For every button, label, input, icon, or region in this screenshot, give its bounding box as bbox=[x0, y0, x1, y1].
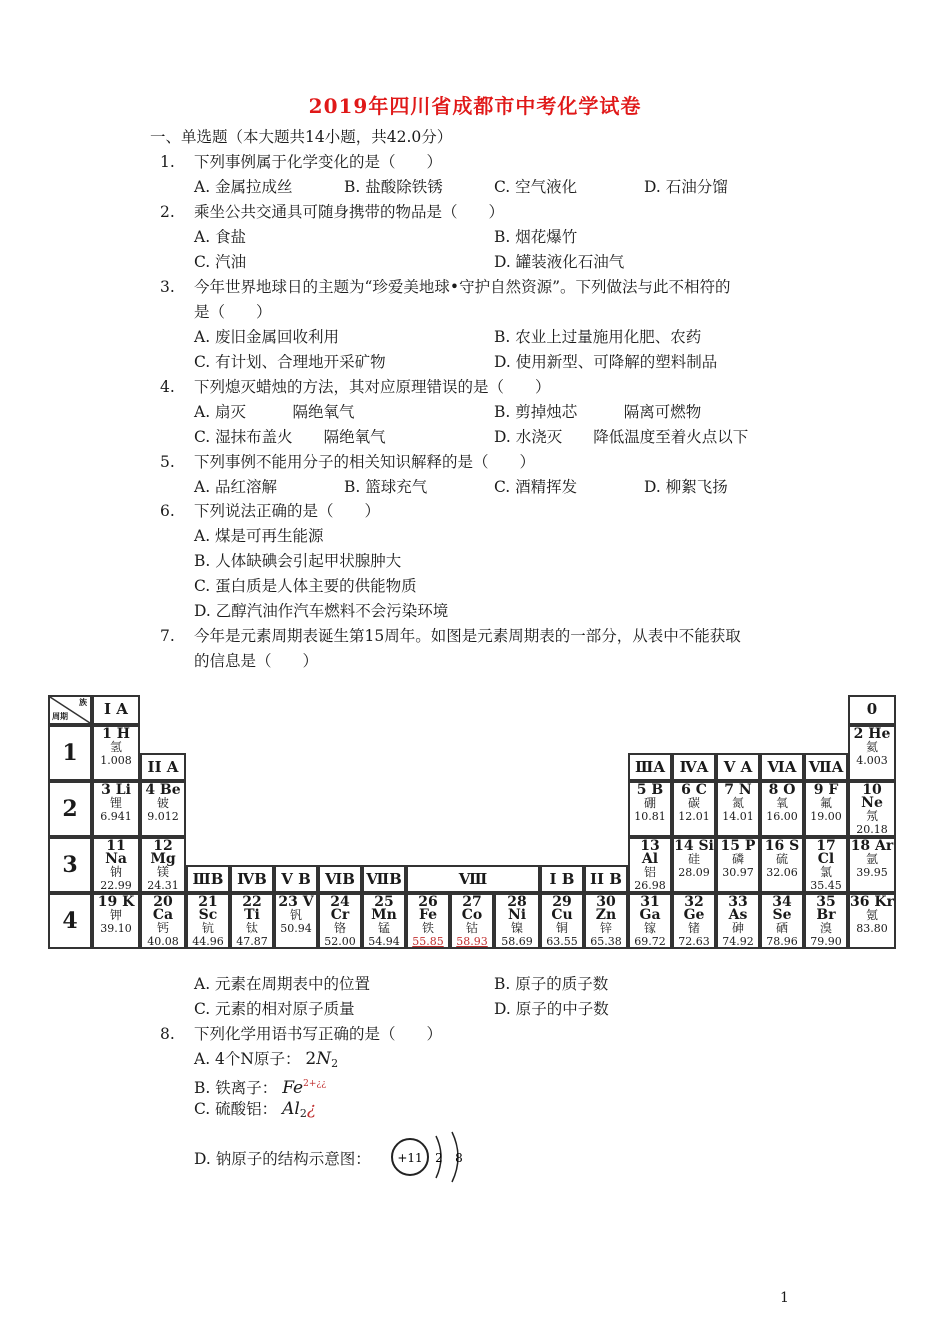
option-b: B. 剪掉烛芯 隔离可燃物 bbox=[494, 403, 702, 421]
element-mg bbox=[140, 837, 186, 893]
option-b: B. 盐酸除铁锈 bbox=[344, 178, 443, 196]
broken-glyph: ¿ bbox=[306, 1099, 316, 1119]
element-chinese-name: 氢 bbox=[109, 740, 122, 754]
element-atomic-mass: 72.63 bbox=[678, 935, 710, 948]
element-symbol: 8 O bbox=[768, 782, 796, 798]
element-chinese-name: 氧 bbox=[775, 796, 788, 810]
element-ne bbox=[848, 781, 896, 837]
option-d: D. 柳絮飞扬 bbox=[644, 478, 728, 496]
element-chinese-name: 锂 bbox=[109, 796, 122, 810]
element-atomic-mass: 74.92 bbox=[722, 935, 754, 948]
element-symbol: 24 Cr bbox=[330, 894, 350, 923]
option-c: C. 空气液化 bbox=[494, 178, 578, 196]
element-ge bbox=[672, 893, 716, 949]
element-c bbox=[672, 781, 716, 837]
option-c-label: C. 硫酸铝： bbox=[194, 1100, 278, 1118]
symbol: Al bbox=[282, 1099, 300, 1119]
option-a-label: A. 4个N原子： bbox=[194, 1050, 301, 1068]
element-mn bbox=[362, 893, 406, 949]
option-b-label: B. 铁离子： bbox=[194, 1079, 278, 1097]
element-symbol: 23 V bbox=[278, 894, 314, 910]
option-d: D. 水浇灭 降低温度至着火点以下 bbox=[494, 428, 749, 446]
question-stem-cont: 是（ ） bbox=[194, 303, 272, 321]
element-ni bbox=[494, 893, 540, 949]
question-stem: 乘坐公共交通具可随身携带的物品是（ ） bbox=[194, 203, 505, 221]
question-stem: 下列化学用语书写正确的是（ ） bbox=[194, 1025, 443, 1043]
element-fe bbox=[406, 893, 450, 949]
group-viib: ⅦB bbox=[362, 865, 406, 893]
question-number: 6. bbox=[160, 502, 175, 520]
group-iia: II A bbox=[140, 753, 186, 781]
formula-2n2 bbox=[305, 1049, 338, 1069]
element-s bbox=[760, 837, 804, 893]
page-title: 2019年四川省成都市中考化学试卷 bbox=[308, 94, 642, 118]
element-chinese-name: 铬 bbox=[333, 921, 346, 935]
option-a: A. 煤是可再生能源 bbox=[194, 527, 324, 545]
element-atomic-mass: 39.10 bbox=[100, 922, 132, 935]
element-atomic-mass: 19.00 bbox=[810, 810, 842, 823]
formula-aluminum-sulfate bbox=[282, 1099, 316, 1119]
group-ia: I A bbox=[92, 695, 140, 725]
element-chinese-name: 氖 bbox=[865, 809, 878, 823]
option-a: A. 食盐 bbox=[194, 228, 247, 246]
group-va: V A bbox=[716, 753, 760, 781]
period-4: 4 bbox=[48, 893, 92, 949]
period-2: 2 bbox=[48, 781, 92, 837]
question-stem: 今年世界地球日的主题为“珍爱美地球•守护自然资源”。下列做法与此不相符的 bbox=[194, 278, 731, 296]
question-stem: 下列事例不能用分子的相关知识解释的是（ ） bbox=[194, 453, 536, 471]
question-stem-cont: 的信息是（ ） bbox=[194, 652, 319, 670]
option-d: D. 罐装液化石油气 bbox=[494, 253, 625, 271]
element-symbol: 21 Sc bbox=[198, 894, 218, 923]
option-a: A. 品红溶解 bbox=[194, 478, 278, 496]
element-atomic-mass: 10.81 bbox=[634, 810, 666, 823]
element-symbol: 10 Ne bbox=[861, 782, 883, 811]
element-n bbox=[716, 781, 760, 837]
element-atomic-mass: 35.45 bbox=[810, 879, 842, 892]
question-stem: 今年是元素周期表诞生第15周年。如图是元素周期表的一部分，从表中不能获取 bbox=[194, 627, 741, 645]
element-atomic-mass: 40.08 bbox=[147, 935, 179, 948]
element-chinese-name: 氪 bbox=[865, 908, 878, 922]
element-atomic-mass: 55.85 bbox=[412, 935, 444, 948]
group-0: 0 bbox=[848, 695, 896, 725]
element-li bbox=[92, 781, 140, 837]
element-sc bbox=[186, 893, 230, 949]
question-stem: 下列说法正确的是（ ） bbox=[194, 502, 381, 520]
option-b: B. 原子的质子数 bbox=[494, 975, 609, 993]
element-symbol: 2 He bbox=[853, 726, 891, 742]
element-chinese-name: 铝 bbox=[643, 865, 656, 879]
element-symbol: 27 Co bbox=[461, 894, 483, 923]
question-number: 1. bbox=[160, 153, 175, 171]
subscript: 2 bbox=[331, 1057, 339, 1070]
option-b: B. 烟花爆竹 bbox=[494, 228, 578, 246]
element-symbol: 6 C bbox=[681, 782, 707, 798]
corner-cell bbox=[48, 695, 92, 725]
element-chinese-name: 钠 bbox=[109, 865, 122, 879]
element-chinese-name: 钛 bbox=[245, 921, 258, 935]
element-chinese-name: 镍 bbox=[510, 921, 523, 935]
option-d: D. 石油分馏 bbox=[644, 178, 728, 196]
element-symbol: 31 Ga bbox=[639, 894, 661, 923]
element-b bbox=[628, 781, 672, 837]
element-atomic-mass: 69.72 bbox=[634, 935, 666, 948]
element-atomic-mass: 83.80 bbox=[856, 922, 888, 935]
period-3: 3 bbox=[48, 837, 92, 893]
element-atomic-mass: 16.00 bbox=[766, 810, 798, 823]
element-symbol: 32 Ge bbox=[683, 894, 705, 923]
group-vb: V B bbox=[274, 865, 318, 893]
element-symbol: 28 Ni bbox=[507, 894, 527, 923]
element-symbol: 30 Zn bbox=[595, 894, 617, 923]
element-h bbox=[92, 725, 140, 781]
option-c bbox=[194, 1098, 316, 1125]
element-chinese-name: 氯 bbox=[819, 865, 832, 879]
element-symbol: 14 Si bbox=[674, 838, 714, 854]
option-b: B. 农业上过量施用化肥、农药 bbox=[494, 328, 702, 346]
question-number: 3. bbox=[160, 278, 175, 296]
element-chinese-name: 镓 bbox=[643, 921, 656, 935]
question-number: 8. bbox=[160, 1025, 175, 1043]
element-atomic-mass: 63.55 bbox=[546, 935, 578, 948]
element-cu bbox=[540, 893, 584, 949]
element-atomic-mass: 20.18 bbox=[856, 823, 888, 836]
element-symbol: 11 Na bbox=[105, 838, 127, 867]
element-chinese-name: 钴 bbox=[465, 921, 478, 935]
element-co bbox=[450, 893, 494, 949]
group-iva: ⅣA bbox=[672, 753, 716, 781]
group-via: ⅥA bbox=[760, 753, 804, 781]
element-chinese-name: 钾 bbox=[109, 908, 122, 922]
element-atomic-mass: 65.38 bbox=[590, 935, 622, 948]
element-symbol: 35 Br bbox=[816, 894, 836, 923]
element-atomic-mass: 26.98 bbox=[634, 879, 666, 892]
element-chinese-name: 硫 bbox=[775, 852, 788, 866]
element-ar bbox=[848, 837, 896, 893]
group-iib: II B bbox=[584, 865, 628, 893]
element-chinese-name: 氦 bbox=[865, 740, 878, 754]
element-atomic-mass: 50.94 bbox=[280, 922, 312, 935]
element-zn bbox=[584, 893, 628, 949]
option-b bbox=[194, 1073, 326, 1099]
option-c: C. 湿抹布盖火 隔绝氧气 bbox=[194, 428, 386, 446]
element-symbol: 17 Cl bbox=[816, 838, 836, 867]
question-stem: 下列事例属于化学变化的是（ ） bbox=[194, 153, 443, 171]
element-atomic-mass: 52.00 bbox=[324, 935, 356, 948]
element-chinese-name: 氟 bbox=[819, 796, 832, 810]
group-ivb: ⅣB bbox=[230, 865, 274, 893]
nucleus-charge: +11 bbox=[397, 1151, 423, 1165]
option-c: C. 有计划、合理地开采矿物 bbox=[194, 353, 386, 371]
element-atomic-mass: 32.06 bbox=[766, 866, 798, 879]
coefficient: 2 bbox=[305, 1049, 317, 1069]
formula-fe-ion bbox=[282, 1078, 326, 1098]
element-ti bbox=[230, 893, 274, 949]
element-chinese-name: 钪 bbox=[201, 921, 214, 935]
question-number: 4. bbox=[160, 378, 175, 396]
element-he bbox=[848, 725, 896, 781]
element-chinese-name: 溴 bbox=[819, 921, 832, 935]
element-atomic-mass: 22.99 bbox=[100, 879, 132, 892]
option-b: B. 人体缺碘会引起甲状腺肿大 bbox=[194, 552, 402, 570]
symbol: Fe bbox=[282, 1078, 304, 1098]
element-chinese-name: 硅 bbox=[687, 852, 700, 866]
element-atomic-mass: 44.96 bbox=[192, 935, 224, 948]
element-v bbox=[274, 893, 318, 949]
element-ga bbox=[628, 893, 672, 949]
corner-period-label: 周期 bbox=[52, 711, 68, 721]
option-b: B. 篮球充气 bbox=[344, 478, 428, 496]
element-atomic-mass: 47.87 bbox=[236, 935, 268, 948]
element-symbol: 1 H bbox=[102, 726, 130, 742]
element-atomic-mass: 9.012 bbox=[147, 810, 179, 823]
superscript: 2+¿¿ bbox=[303, 1079, 327, 1089]
element-symbol: 3 Li bbox=[101, 782, 131, 798]
group-viia: ⅦA bbox=[804, 753, 848, 781]
element-chinese-name: 铁 bbox=[421, 921, 434, 935]
group-viii: Ⅷ bbox=[406, 865, 540, 893]
element-chinese-name: 氮 bbox=[731, 796, 744, 810]
element-cl bbox=[804, 837, 848, 893]
symbol: N bbox=[316, 1049, 332, 1069]
element-atomic-mass: 54.94 bbox=[368, 935, 400, 948]
element-atomic-mass: 12.01 bbox=[678, 810, 710, 823]
element-chinese-name: 磷 bbox=[731, 852, 744, 866]
element-atomic-mass: 58.69 bbox=[501, 935, 533, 948]
option-d: D. 乙醇汽油作汽车燃料不会污染环境 bbox=[194, 602, 449, 620]
element-atomic-mass: 14.01 bbox=[722, 810, 754, 823]
element-symbol: 5 B bbox=[636, 782, 664, 798]
section-heading: 一、单选题（本大题共14小题，共42.0分） bbox=[150, 128, 453, 146]
element-symbol: 15 P bbox=[720, 838, 756, 854]
element-br bbox=[804, 893, 848, 949]
element-chinese-name: 砷 bbox=[731, 921, 744, 935]
element-be bbox=[140, 781, 186, 837]
period-1: 1 bbox=[48, 725, 92, 781]
element-atomic-mass: 79.90 bbox=[810, 935, 842, 948]
option-d: D. 使用新型、可降解的塑料制品 bbox=[494, 353, 718, 371]
element-p bbox=[716, 837, 760, 893]
periodic-table bbox=[48, 695, 900, 953]
element-chinese-name: 锰 bbox=[377, 921, 390, 935]
element-symbol: 29 Cu bbox=[551, 894, 573, 923]
option-a: A. 元素在周期表中的位置 bbox=[194, 975, 371, 993]
element-chinese-name: 硼 bbox=[643, 796, 656, 810]
element-symbol: 13 Al bbox=[640, 838, 660, 867]
element-chinese-name: 锗 bbox=[687, 921, 700, 935]
option-c: C. 酒精挥发 bbox=[494, 478, 578, 496]
element-atomic-mass: 4.003 bbox=[856, 754, 888, 767]
question-number: 7. bbox=[160, 627, 175, 645]
element-symbol: 12 Mg bbox=[150, 838, 176, 867]
element-f bbox=[804, 781, 848, 837]
option-d: D. 钠原子的结构示意图： bbox=[194, 1150, 371, 1168]
element-chinese-name: 钒 bbox=[289, 908, 302, 922]
group-ib: I B bbox=[540, 865, 584, 893]
question-number: 2. bbox=[160, 203, 175, 221]
element-symbol: 36 Kr bbox=[850, 894, 894, 910]
element-chinese-name: 铜 bbox=[555, 921, 568, 935]
element-symbol: 34 Se bbox=[772, 894, 792, 923]
element-symbol: 19 K bbox=[97, 894, 135, 910]
element-symbol: 4 Be bbox=[145, 782, 181, 798]
option-c: C. 蛋白质是人体主要的供能物质 bbox=[194, 577, 417, 595]
element-o bbox=[760, 781, 804, 837]
sodium-atom-structure-diagram bbox=[386, 1126, 476, 1188]
group-iiib: ⅢB bbox=[186, 865, 230, 893]
question-stem: 下列熄灭蜡烛的方法，其对应原理错误的是（ ） bbox=[194, 378, 551, 396]
element-chinese-name: 锌 bbox=[599, 921, 612, 935]
element-si bbox=[672, 837, 716, 893]
option-d: D. 原子的中子数 bbox=[494, 1000, 609, 1018]
element-atomic-mass: 28.09 bbox=[678, 866, 710, 879]
option-a bbox=[194, 1048, 338, 1075]
element-chinese-name: 碳 bbox=[687, 796, 700, 810]
element-chinese-name: 镁 bbox=[156, 865, 169, 879]
subscript: 2 bbox=[299, 1107, 307, 1120]
element-symbol: 22 Ti bbox=[242, 894, 262, 923]
element-ca bbox=[140, 893, 186, 949]
element-atomic-mass: 30.97 bbox=[722, 866, 754, 879]
element-chinese-name: 氩 bbox=[865, 852, 878, 866]
shell-1-electrons: 2 bbox=[435, 1151, 443, 1165]
element-al bbox=[628, 837, 672, 893]
element-chinese-name: 硒 bbox=[775, 921, 788, 935]
element-symbol: 9 F bbox=[813, 782, 839, 798]
element-symbol: 7 N bbox=[724, 782, 752, 798]
element-kr bbox=[848, 893, 896, 949]
element-se bbox=[760, 893, 804, 949]
element-symbol: 18 Ar bbox=[850, 838, 894, 854]
question-number: 5. bbox=[160, 453, 175, 471]
element-symbol: 25 Mn bbox=[371, 894, 397, 923]
element-chinese-name: 钙 bbox=[156, 921, 169, 935]
corner-group-label: 族 bbox=[79, 697, 87, 707]
element-symbol: 16 S bbox=[764, 838, 800, 854]
option-c: C. 汽油 bbox=[194, 253, 247, 271]
element-chinese-name: 铍 bbox=[156, 796, 169, 810]
element-cr bbox=[318, 893, 362, 949]
element-symbol: 33 As bbox=[728, 894, 748, 923]
element-atomic-mass: 24.31 bbox=[147, 879, 179, 892]
option-c: C. 元素的相对原子质量 bbox=[194, 1000, 355, 1018]
group-vib: ⅥB bbox=[318, 865, 362, 893]
option-a: A. 金属拉成丝 bbox=[194, 178, 293, 196]
element-atomic-mass: 1.008 bbox=[100, 754, 132, 767]
element-symbol: 26 Fe bbox=[418, 894, 438, 923]
element-atomic-mass: 39.95 bbox=[856, 866, 888, 879]
element-symbol: 20 Ca bbox=[152, 894, 174, 923]
element-k bbox=[92, 893, 140, 949]
element-atomic-mass: 6.941 bbox=[100, 810, 132, 823]
element-atomic-mass: 58.93 bbox=[456, 935, 488, 948]
element-atomic-mass: 78.96 bbox=[766, 935, 798, 948]
group-iiia: ⅢA bbox=[628, 753, 672, 781]
element-as bbox=[716, 893, 760, 949]
option-a: A. 废旧金属回收利用 bbox=[194, 328, 340, 346]
option-a: A. 扇灭 隔绝氧气 bbox=[194, 403, 355, 421]
shell-2-electrons: 8 bbox=[455, 1151, 463, 1165]
element-na bbox=[92, 837, 140, 893]
page-number: 1 bbox=[780, 1290, 789, 1306]
